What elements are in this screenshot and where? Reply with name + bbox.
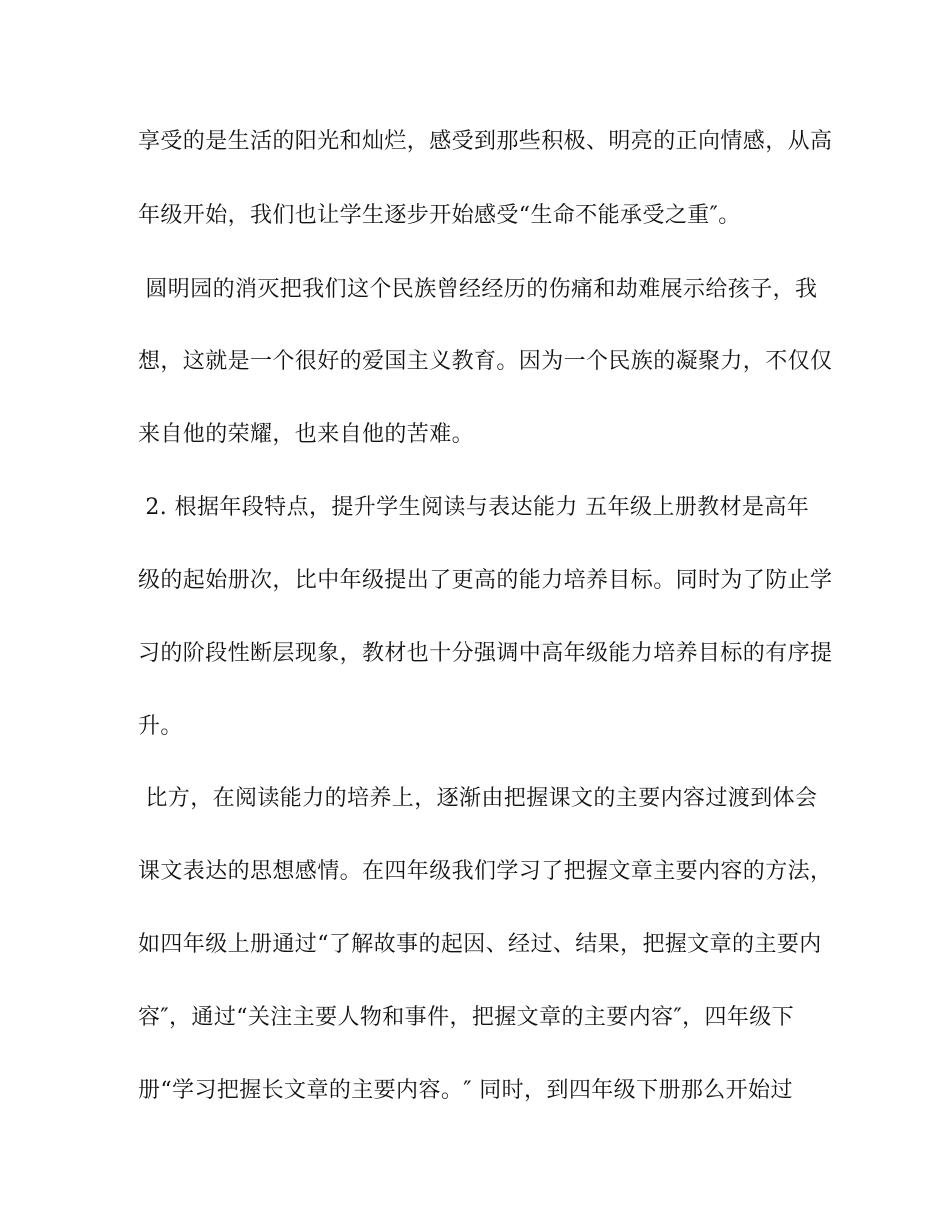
text-line: 级的起始册次，比中年级提出了更高的能力培养目标。同时为了防止学 — [138, 568, 833, 593]
text-line: 年级开始，我们也让学生逐步开始感受“生命不能承受之重″。 — [138, 203, 741, 228]
text-line: 享受的是生活的阳光和灿烂，感受到那些积极、明亮的正向情感，从高 — [138, 129, 833, 154]
text-line: 如四年级上册通过“了解故事的起因、经过、结果，把握文章的主要内 — [138, 932, 822, 957]
text-line: 想，这就是一个很好的爱国主义教育。因为一个民族的凝聚力，不仅仅 — [138, 349, 833, 374]
text-line: 习的阶段性断层现象，教材也十分强调中高年级能力培养目标的有序提 — [138, 641, 833, 666]
text-line: 升。 — [138, 714, 183, 739]
text-line: 圆明园的消灭把我们这个民族曾经经历的伤痛和劫难展示给孩子，我 — [138, 277, 818, 302]
text-line: 册“学习把握长文章的主要内容。″ 同时，到四年级下册那么开始过 — [138, 1078, 793, 1103]
text-line: 来自他的荣耀，也来自他的苦难。 — [138, 422, 475, 447]
text-line: 比方，在阅读能力的培养上，逐渐由把握课文的主要内容过渡到体会 — [138, 786, 818, 811]
text-line: 2. 根据年段特点，提升学生阅读与表达能力 五年级上册教材是高年 — [138, 495, 810, 520]
text-line: 容″，通过“关注主要人物和事件，把握文章的主要内容″，四年级下 — [138, 1005, 795, 1030]
text-line: 课文表达的思想感情。在四年级我们学习了把握文章主要内容的方法， — [138, 859, 833, 884]
